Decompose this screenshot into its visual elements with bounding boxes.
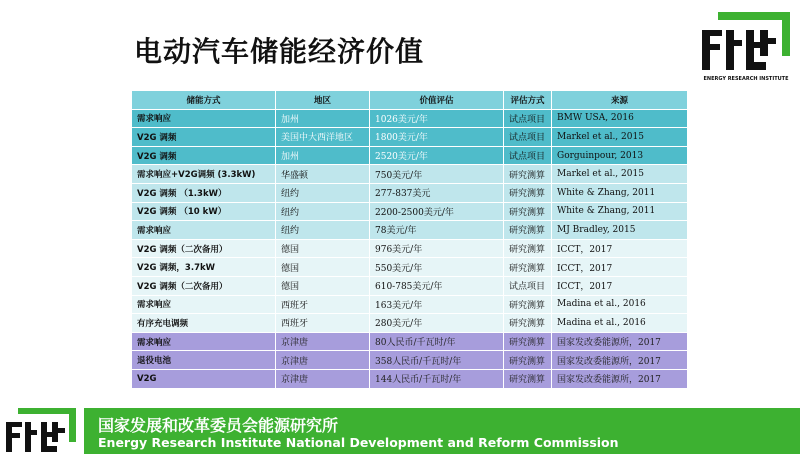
- cell-value: 80人民币/千瓦时/年: [370, 332, 504, 351]
- table-row: [132, 332, 688, 351]
- table-row: [132, 109, 688, 128]
- cell-source: White & Zhang, 2011: [552, 183, 688, 202]
- cell-source: Markel et al., 2015: [552, 128, 688, 147]
- col-header-source: 来源: [552, 91, 688, 110]
- cell-storage-mode: 退役电池: [132, 351, 276, 370]
- cell-source: Madina et al., 2016: [552, 314, 688, 333]
- cell-value: 750美元/年: [370, 165, 504, 184]
- cell-storage-mode: 需求响应: [132, 332, 276, 351]
- cell-region: 西班牙: [276, 314, 370, 333]
- col-header-storage-mode: 储能方式: [132, 91, 276, 110]
- cell-storage-mode: V2G 调频，3.7kW: [132, 258, 276, 277]
- cell-method: 研究测算: [504, 332, 552, 351]
- table-row: [132, 183, 688, 202]
- cell-region: 纽约: [276, 221, 370, 240]
- cell-storage-mode: 需求响应: [132, 221, 276, 240]
- page-title: 电动汽车储能经济价值: [134, 35, 425, 68]
- cell-source: ICCT，2017: [552, 239, 688, 258]
- cell-source: 国家发改委能源所，2017: [552, 332, 688, 351]
- cell-value: 550美元/年: [370, 258, 504, 277]
- cell-region: 纽约: [276, 183, 370, 202]
- cell-method: 研究测算: [504, 369, 552, 388]
- cell-region: 加州: [276, 146, 370, 165]
- cell-source: 国家发改委能源所，2017: [552, 351, 688, 370]
- col-header-method: 评估方式: [504, 91, 552, 110]
- footer-logo: [4, 406, 78, 454]
- table-row: [132, 295, 688, 314]
- cell-value: 1800美元/年: [370, 128, 504, 147]
- col-header-value: 价值评估: [370, 91, 504, 110]
- cell-source: 国家发改委能源所，2017: [552, 369, 688, 388]
- eri-logo: [700, 10, 792, 84]
- cell-method: 试点项目: [504, 128, 552, 147]
- cell-method: 研究测算: [504, 165, 552, 184]
- cell-region: 纽约: [276, 202, 370, 221]
- eri-logo-small-icon: [4, 406, 78, 454]
- logo-caption: ENERGY RESEARCH INSTITUTE: [703, 76, 789, 82]
- table-header-row: [132, 91, 688, 110]
- cell-region: 京津唐: [276, 369, 370, 388]
- cell-storage-mode: V2G 调频: [132, 128, 276, 147]
- cell-region: 京津唐: [276, 351, 370, 370]
- cell-source: ICCT，2017: [552, 258, 688, 277]
- table-row: [132, 314, 688, 333]
- cell-source: BMW USA, 2016: [552, 109, 688, 128]
- cell-value: 610-785美元/年: [370, 276, 504, 295]
- footer-banner: [0, 404, 800, 454]
- cell-storage-mode: V2G: [132, 369, 276, 388]
- table-row: [132, 165, 688, 184]
- cell-method: 研究测算: [504, 183, 552, 202]
- cell-source: Markel et al., 2015: [552, 165, 688, 184]
- cell-source: Madina et al., 2016: [552, 295, 688, 314]
- cell-method: 研究测算: [504, 258, 552, 277]
- cell-value: 358人民币/千瓦时/年: [370, 351, 504, 370]
- cell-method: 研究测算: [504, 202, 552, 221]
- cell-storage-mode: V2G 调频（二次备用）: [132, 276, 276, 295]
- table-row: [132, 239, 688, 258]
- cell-source: MJ Bradley, 2015: [552, 221, 688, 240]
- cell-storage-mode: V2G 调频 （10 kW）: [132, 202, 276, 221]
- cell-region: 京津唐: [276, 332, 370, 351]
- cell-method: 试点项目: [504, 109, 552, 128]
- ev-storage-value-table: [131, 90, 688, 389]
- footer-english-name: Energy Research Institute National Development and Reform Commission: [98, 435, 619, 450]
- cell-method: 研究测算: [504, 351, 552, 370]
- cell-source: White & Zhang, 2011: [552, 202, 688, 221]
- cell-method: 研究测算: [504, 221, 552, 240]
- col-header-region: 地区: [276, 91, 370, 110]
- cell-value: 2200-2500美元/年: [370, 202, 504, 221]
- cell-value: 144人民币/千瓦时/年: [370, 369, 504, 388]
- cell-value: 163美元/年: [370, 295, 504, 314]
- cell-region: 德国: [276, 276, 370, 295]
- cell-source: Gorguinpour, 2013: [552, 146, 688, 165]
- cell-region: 美国中大西洋地区: [276, 128, 370, 147]
- cell-method: 试点项目: [504, 146, 552, 165]
- cell-value: 277-837美元: [370, 183, 504, 202]
- cell-region: 德国: [276, 258, 370, 277]
- cell-region: 德国: [276, 239, 370, 258]
- eri-logo-mark-icon: [700, 10, 792, 76]
- cell-value: 2520美元/年: [370, 146, 504, 165]
- cell-source: ICCT，2017: [552, 276, 688, 295]
- cell-region: 西班牙: [276, 295, 370, 314]
- cell-storage-mode: V2G 调频（二次备用）: [132, 239, 276, 258]
- cell-storage-mode: 需求响应+V2G调频 (3.3kW): [132, 165, 276, 184]
- table-row: [132, 276, 688, 295]
- cell-value: 78美元/年: [370, 221, 504, 240]
- cell-value: 280美元/年: [370, 314, 504, 333]
- table-row: [132, 128, 688, 147]
- table-row: [132, 221, 688, 240]
- footer-chinese-name: 国家发展和改革委员会能源研究所: [98, 416, 339, 435]
- cell-storage-mode: 有序充电调频: [132, 314, 276, 333]
- cell-value: 1026美元/年: [370, 109, 504, 128]
- cell-region: 华盛顿: [276, 165, 370, 184]
- table-row: [132, 369, 688, 388]
- table-row: [132, 258, 688, 277]
- table-row: [132, 146, 688, 165]
- cell-method: 研究测算: [504, 295, 552, 314]
- cell-region: 加州: [276, 109, 370, 128]
- cell-storage-mode: V2G 调频: [132, 146, 276, 165]
- table-row: [132, 202, 688, 221]
- cell-storage-mode: V2G 调频 （1.3kW）: [132, 183, 276, 202]
- cell-method: 试点项目: [504, 276, 552, 295]
- cell-value: 976美元/年: [370, 239, 504, 258]
- table-row: [132, 351, 688, 370]
- cell-method: 研究测算: [504, 314, 552, 333]
- cell-storage-mode: 需求响应: [132, 109, 276, 128]
- cell-method: 研究测算: [504, 239, 552, 258]
- cell-storage-mode: 需求响应: [132, 295, 276, 314]
